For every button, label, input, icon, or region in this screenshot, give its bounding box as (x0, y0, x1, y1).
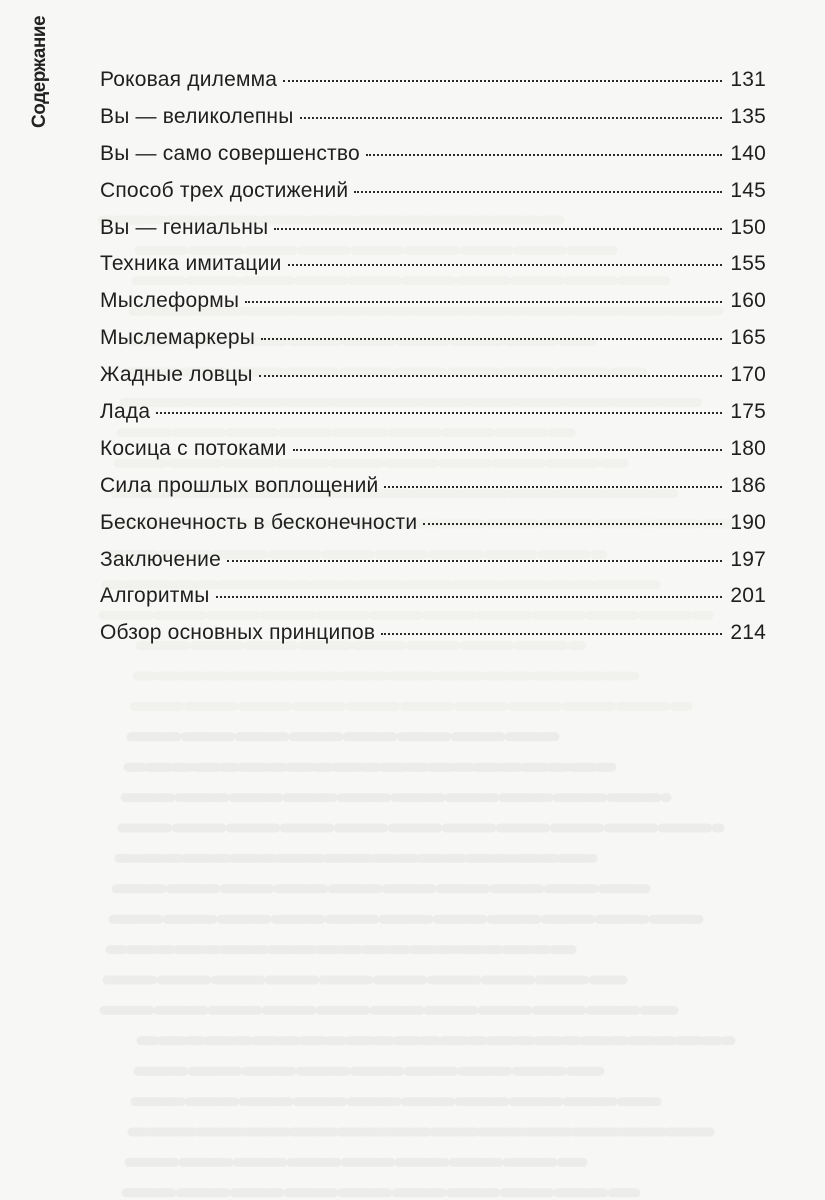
toc-entry-title: Алгоритмы (100, 584, 210, 608)
toc-entry-page-number: 180 (730, 436, 766, 460)
toc-entry-page-number: 175 (730, 400, 766, 424)
toc-entry-page-number: 170 (730, 363, 766, 387)
toc-entry-title: Мыслеформы (100, 289, 240, 313)
toc-entry-page-number: 190 (730, 510, 766, 534)
toc-entry-title: Вы — само совершенство (100, 141, 360, 165)
toc-entry-page-number: 150 (730, 215, 766, 239)
toc-leader-dots (245, 301, 722, 303)
toc-entry (100, 468, 766, 505)
toc-leader-dots (288, 264, 723, 266)
toc-entry-title: Лада (100, 400, 151, 424)
toc-entry (100, 283, 766, 320)
toc-leader-dots (259, 375, 723, 377)
toc-entry (100, 394, 766, 431)
toc-entry-title: Техника имитации (100, 252, 282, 276)
toc-leader-dots (300, 117, 723, 119)
toc-entry (100, 615, 766, 652)
toc-entry-title: Жадные ловцы (100, 363, 253, 387)
toc-leader-dots (156, 412, 722, 414)
toc-entry-title: Способ трех достижений (100, 178, 349, 202)
toc-entry (100, 357, 766, 394)
toc-leader-dots (354, 191, 722, 193)
toc-entry (100, 62, 766, 99)
toc-entry-title: Роковая дилемма (100, 68, 278, 91)
toc-entry-title: Заключение (100, 547, 221, 571)
toc-entry-page-number: 197 (730, 547, 766, 571)
toc-leader-dots (283, 80, 722, 82)
toc-leader-dots (274, 228, 722, 230)
toc-leader-dots (293, 449, 723, 451)
toc-entry (100, 173, 766, 210)
toc-entry-page-number: 165 (730, 326, 766, 350)
toc-leader-dots (261, 338, 722, 340)
toc-entry (100, 136, 766, 173)
toc-entry-title: Вы — гениальны (100, 215, 269, 239)
table-of-contents (100, 62, 766, 652)
toc-entry-title: Мыслемаркеры (100, 326, 256, 350)
toc-entry (100, 431, 766, 468)
toc-entry-page-number: 214 (730, 621, 766, 645)
toc-leader-dots (227, 560, 722, 562)
toc-entry (100, 578, 766, 615)
toc-entry-title: Обзор основных принципов (100, 621, 376, 645)
toc-entry-page-number: 155 (730, 252, 766, 276)
toc-entry-page-number: 135 (730, 104, 766, 128)
toc-entry-page-number: 140 (730, 141, 766, 165)
toc-entry-page-number: 201 (730, 584, 766, 608)
toc-entry-title: Сила прошлых воплощений (100, 473, 379, 497)
toc-leader-dots (381, 633, 722, 635)
toc-entry-title: Бесконечность в бесконечности (100, 510, 418, 534)
toc-entry (100, 320, 766, 357)
toc-leader-dots (366, 154, 723, 156)
toc-entry (100, 210, 766, 247)
toc-entry-title: Косица с потоками (100, 436, 287, 460)
toc-entry (100, 542, 766, 579)
running-head-text: Содержание (29, 15, 50, 128)
toc-leader-dots (216, 596, 723, 598)
toc-entry-page-number: 160 (730, 289, 766, 313)
toc-entry (100, 505, 766, 542)
toc-entry (100, 246, 766, 283)
toc-entry-title: Вы — великолепны (100, 104, 294, 128)
toc-entry-page-number: 131 (730, 68, 766, 91)
toc-leader-dots (423, 523, 722, 525)
toc-leader-dots (384, 486, 722, 488)
running-head (20, 15, 60, 160)
toc-entry-page-number: 186 (730, 473, 766, 497)
toc-entry (100, 99, 766, 136)
toc-entry-page-number: 145 (730, 178, 766, 202)
